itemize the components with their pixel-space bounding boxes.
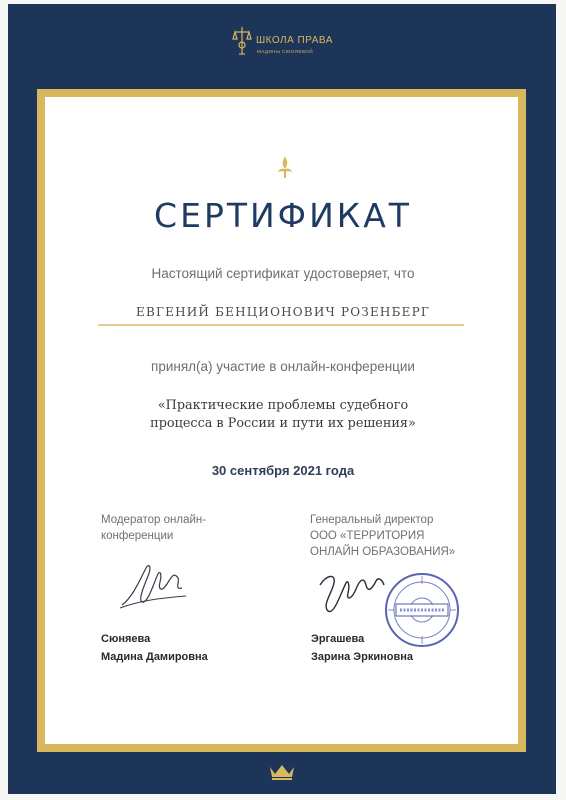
certificate-title: СЕРТИФИКАТ [154, 196, 412, 235]
left-name-line2: Мадина Дамировна [101, 651, 208, 663]
gold-divider [98, 324, 464, 326]
left-name-line1: Сюняева [101, 633, 151, 645]
left-signatory-name [101, 630, 208, 666]
left-signature [112, 560, 192, 615]
certificate-subtitle: Настоящий сертификат удостоверяет, что [151, 266, 415, 281]
school-logo [230, 24, 360, 64]
conference-topic-line2: процесса в России и пути их решения» [150, 416, 416, 431]
right-role-line2: ООО «ТЕРРИТОРИЯ [310, 530, 425, 542]
left-signatory-role [101, 512, 206, 544]
right-signature [312, 565, 392, 620]
crown-icon [269, 764, 295, 780]
right-name-line1: Эргашева [311, 633, 365, 645]
scales-logo-icon [230, 24, 254, 62]
right-role-line3: ОНЛАЙН ОБРАЗОВАНИЯ» [310, 546, 456, 558]
left-role-line2: конференции [101, 530, 174, 542]
logo-subtitle: МАДИНЫ СЮНЯЕВОЙ [257, 49, 314, 54]
fleur-de-lis-icon [278, 156, 292, 178]
right-name-line2: Зарина Эркиновна [311, 651, 414, 663]
right-role-line1: Генеральный директор [310, 514, 434, 526]
certificate-date: 30 сентября 2021 года [211, 463, 355, 478]
left-role-line1: Модератор онлайн- [101, 514, 207, 526]
logo-name: ШКОЛА ПРАВА [256, 35, 333, 46]
conference-topic-line1: «Практические проблемы судебного [157, 398, 409, 413]
right-signatory-name [311, 630, 413, 666]
recipient-name: ЕВГЕНИЙ БЕНЦИОНОВИЧ РОЗЕНБЕРГ [136, 305, 430, 319]
right-signatory-role [310, 512, 455, 560]
participation-text: принял(а) участие в онлайн-конференции [151, 359, 415, 374]
